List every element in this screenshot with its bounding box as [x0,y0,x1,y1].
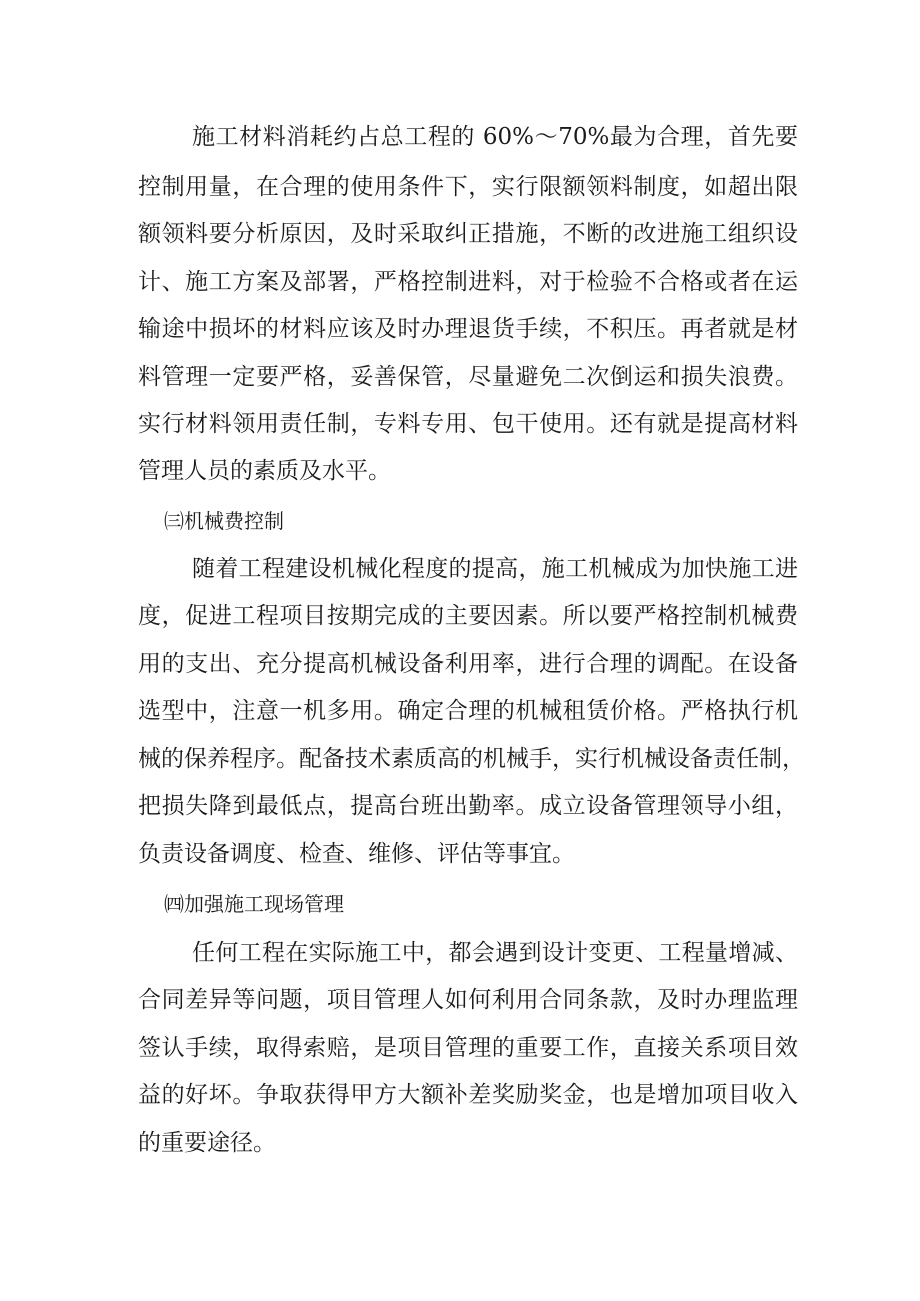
paragraph-1-line-2: 控制用量，在合理的使用条件下，实行限额领料制度，如超出限 [138,174,798,200]
paragraph-2-line-3: 用的支出、充分提高机械设备利用率，进行合理的调配。在设备 [138,651,798,677]
section-heading-4: ㈣加强施工现场管理 [164,892,344,916]
paragraph-3-line-5: 的重要途径。 [138,1130,276,1156]
paragraph-1-line-7: 实行材料领用责任制，专料专用、包干使用。还有就是提高材料 [138,411,798,437]
paragraph-1-line-3: 额领料要分析原因，及时采取纠正措施，不断的改进施工组织设 [138,221,798,247]
section-heading-3: ㈢机械费控制 [164,509,284,533]
paragraph-3-line-1: 任何工程在实际施工中，都会遇到设计变更、工程量增减、 [192,940,798,966]
paragraph-1-line-4: 计、施工方案及部署，严格控制进料，对于检验不合格或者在运 [138,269,798,295]
paragraph-2-line-5: 械的保养程序。配备技术素质高的机械手，实行机械设备责任制， [138,746,805,772]
paragraph-3-line-2: 合同差异等问题，项目管理人如何利用合同条款，及时办理监理 [138,987,798,1013]
paragraph-3-line-3: 签认手续，取得索赔，是项目管理的重要工作，直接关系项目效 [138,1035,798,1061]
paragraph-1-line-5: 输途中损坏的材料应该及时办理退货手续，不积压。再者就是材 [138,316,798,342]
paragraph-1-line-6: 料管理一定要严格，妥善保管，尽量避免二次倒运和损失浪费。 [138,364,798,390]
paragraph-3-line-4: 益的好坏。争取获得甲方大额补差奖励奖金，也是增加项目收入 [138,1082,798,1108]
paragraph-2-line-1: 随着工程建设机械化程度的提高，施工机械成为加快施工进 [192,556,798,582]
paragraph-2-line-7: 负责设备调度、检查、维修、评估等事宜。 [138,841,575,867]
paragraph-2-line-4: 选型中，注意一机多用。确定合理的机械租赁价格。严格执行机 [138,698,798,724]
paragraph-2-line-2: 度，促进工程项目按期完成的主要因素。所以要严格控制机械费 [138,603,798,629]
paragraph-1-line-8: 管理人员的素质及水平。 [138,458,391,484]
paragraph-2-line-6: 把损失降到最低点，提高台班出勤率。成立设备管理领导小组， [138,793,798,819]
paragraph-1-line-1: 施工材料消耗约占总工程的 60%～70%最为合理，首先要 [192,124,798,150]
